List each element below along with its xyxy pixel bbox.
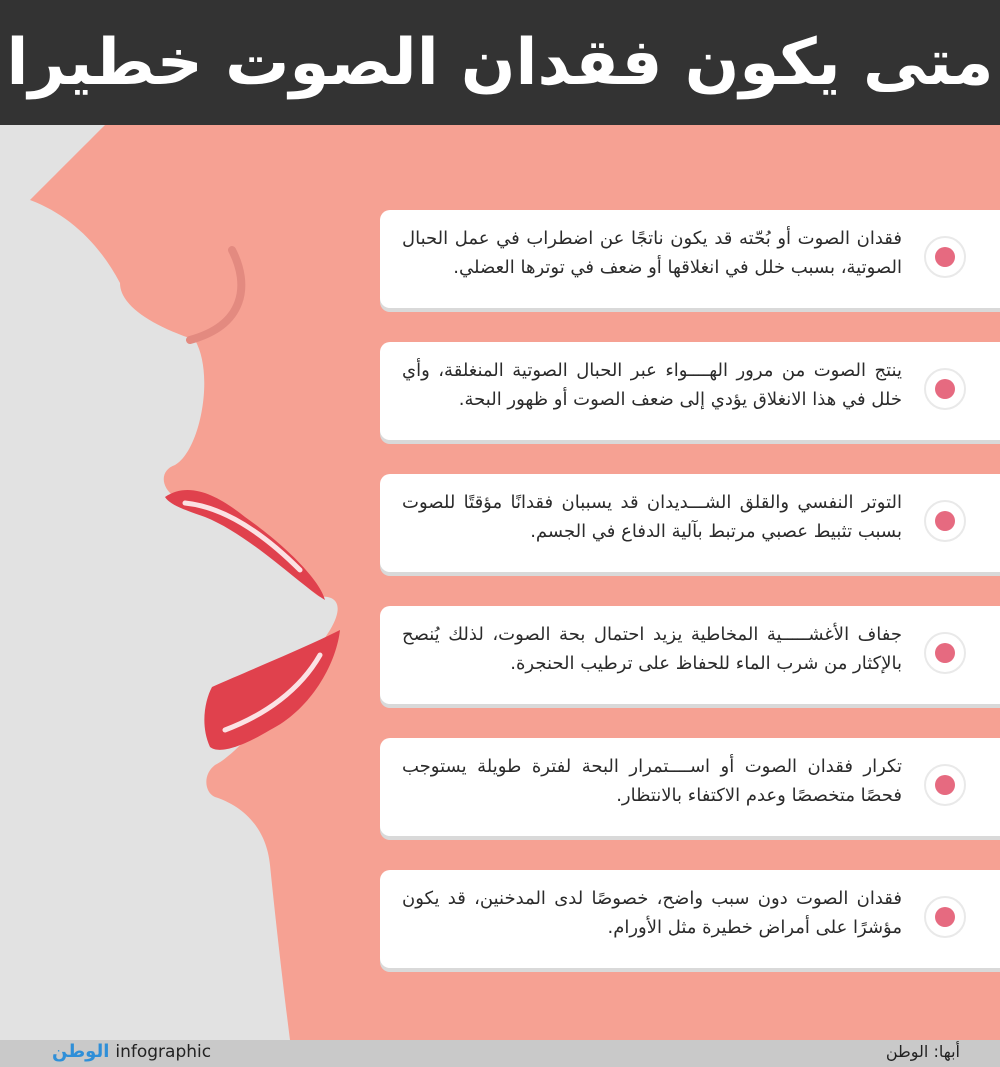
header-bar: [0, 0, 1000, 125]
card-text: تكرار فقدان الصوت أو اســــتمرار البحة لفترة طويلة يستوجب فحصًا متخصصًا وعدم الاكتفاء بالانتظار.: [402, 756, 902, 806]
bullet-dot-icon: [924, 500, 966, 542]
bullet-dot-icon: [924, 236, 966, 278]
info-card-6: [380, 870, 1000, 968]
footer-bar: [0, 1040, 1000, 1067]
bullet-dot-icon: [924, 632, 966, 674]
info-card-3: [380, 474, 1000, 572]
card-text: فقدان الصوت دون سبب واضح، خصوصًا لدى المدخنين، قد يكون مؤشرًا على أمراض خطيرة مثل الأورام.: [402, 888, 902, 938]
page-title: متى يكون فقدان الصوت خطيرا: [6, 25, 994, 100]
card-text: فقدان الصوت أو بُحّته قد يكون ناتجًا عن اضطراب في عمل الحبال الصوتية، بسبب خلل في انغلاقها أو ضعف في توترها العضلي.: [402, 228, 902, 278]
bullet-dot-icon: [924, 764, 966, 806]
info-card-4: [380, 606, 1000, 704]
footer-branding: [52, 1041, 211, 1062]
card-text: ينتج الصوت من مرور الهــــواء عبر الحبال الصوتية المنغلقة، وأي خلل في هذا الانغلاق يؤدي إلى ضعف الصوت أو ظهور البحة.: [402, 360, 902, 410]
info-card-5: [380, 738, 1000, 836]
infographic-label: infographic: [115, 1041, 212, 1062]
alwatan-logo: الوطن: [52, 1041, 110, 1062]
footer-credit: أبها: الوطن: [885, 1042, 960, 1061]
info-card-1: [380, 210, 1000, 308]
card-text: جفاف الأغشـــــية المخاطية يزيد احتمال بحة الصوت، لذلك يُنصح بالإكثار من شرب الماء للحفاظ على ترطيب الحنجرة.: [402, 624, 902, 674]
card-text: التوتر النفسي والقلق الشـــديدان قد يسببان فقدانًا مؤقتًا للصوت بسبب تثبيط عصبي مرتبط بآلية الدفاع في الجسم.: [402, 492, 902, 542]
info-card-2: [380, 342, 1000, 440]
bullet-dot-icon: [924, 896, 966, 938]
bullet-dot-icon: [924, 368, 966, 410]
